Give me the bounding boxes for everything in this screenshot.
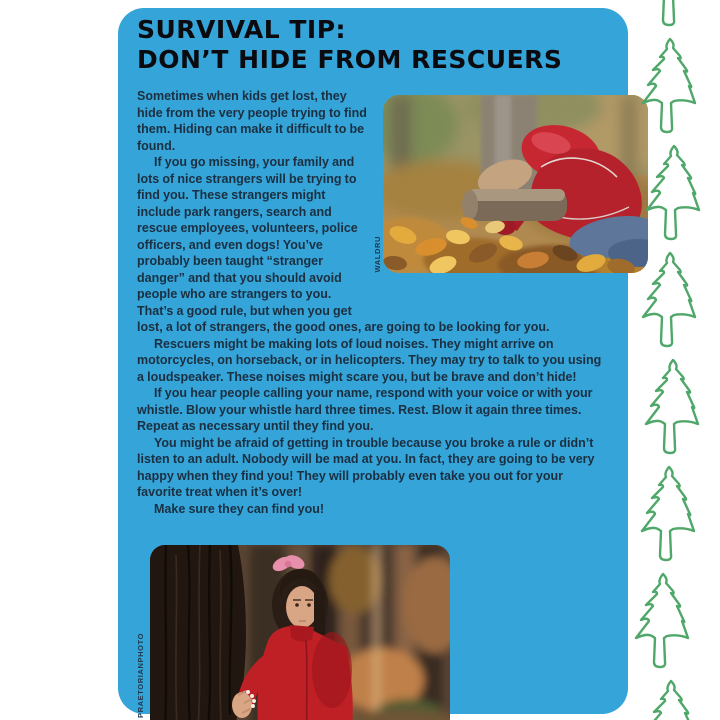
paragraph-4: If you hear people calling your name, respond with your voice or with your whistle. Blow your whistle hard three times. Rest. Blow it again three times. Repeat as necessary until they find you. <box>137 386 593 433</box>
paragraph-3: Rescuers might be making lots of loud noises. They might arrive on motorcycles, on horseback, or in helicopters. They may try to talk to you using a loudspeaker. These noises might scare you, but be brave and don’t hide! <box>137 336 602 384</box>
pine-tree-icon <box>646 360 698 453</box>
title-line-2: DON’T HIDE FROM RESCUERS <box>137 45 563 74</box>
pine-tree-icon <box>643 253 695 346</box>
girl-behind-tree-photo <box>136 545 450 720</box>
hiding-child-photo-image <box>383 95 648 273</box>
paragraph-5: You might be afraid of getting in trouble because you broke a rule or didn’t listen to an adult. Nobody will be mad at you. In fact, they are going to be very happy when they find you! They will probably even take you out for your favorite treat when it’s over! <box>137 435 595 499</box>
title-line-1: SURVIVAL TIP: <box>137 15 347 44</box>
page-title <box>137 15 604 75</box>
article-text <box>137 88 604 517</box>
pine-tree-icon <box>647 146 699 239</box>
pine-tree-icon <box>636 574 688 667</box>
paragraph-2: If you go missing, your family and lots of nice strangers will be trying to find you. These strangers might include park rangers, search and rescue employees, volunteers, police officers, and even dogs! You’ve probably been taught “stranger danger” and that you should avoid people who are strangers to you. That’s a good rule, but when you get lost, a lot of strangers, the good ones, are going to be looking for you. <box>137 155 550 334</box>
pine-tree-icon <box>642 467 694 560</box>
pine-tree-icon <box>644 681 696 720</box>
pine-tree-doodle-border <box>630 0 720 720</box>
hiding-child-photo <box>373 95 648 273</box>
photo-top-wrapper <box>370 88 604 310</box>
photo-credit-waldru: WALDRU <box>373 236 382 273</box>
paragraph-1: Sometimes when kids get lost, they hide from the very people trying to find them. Hiding can make it difficult to be found. <box>137 89 367 153</box>
paragraph-6: Make sure they can find you! <box>154 501 325 516</box>
blue-content-panel <box>118 8 628 718</box>
girl-behind-tree-photo-image <box>150 545 450 720</box>
pine-tree-icon <box>645 0 697 25</box>
photo-credit-praetorianphoto: PRAETORIANPHOTO <box>136 633 145 718</box>
pine-tree-icon <box>643 39 695 132</box>
